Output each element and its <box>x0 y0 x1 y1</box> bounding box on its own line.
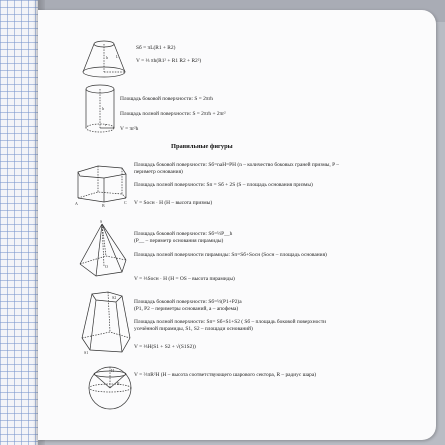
frustum-full-area: Площадь полной поверхности: Sп= Sб+S1+S2 ( Sб – площадь боковой поверхности усечённой пирамиды, S1, S2 – площади оснований) <box>134 319 327 332</box>
cone-frustum-area: Sб = πL(R1 + R2) <box>136 45 176 51</box>
prism-lateral-area: Площадь боковой поверхности: Sб=naH=PH (n – количество боковых граней призмы, P – периметр основания) <box>134 162 339 175</box>
svg-text:A: A <box>75 201 78 206</box>
section-title: Правильные фигуры <box>171 143 233 150</box>
cone-frustum-volume: V = ⅓ πh(R1² + R1 R2 + R2²) <box>136 58 202 64</box>
frustum-volume: V = ⅓H(S1 + S2 + √(S1S2)) <box>134 344 196 350</box>
svg-text:R: R <box>117 381 120 386</box>
svg-text:H: H <box>111 368 114 373</box>
svg-text:h: h <box>102 106 104 111</box>
svg-text:S1: S1 <box>84 350 89 355</box>
cone-frustum-figure <box>80 36 128 78</box>
truncated-pyramid-figure <box>78 290 132 356</box>
prism-volume: V = Sосн · H (H – высота призмы) <box>134 200 213 206</box>
frustum-lateral-area: Площадь боковой поверхности: Sб=½(P1+P2)a <box>134 299 242 305</box>
notebook-page <box>38 10 436 440</box>
svg-text:O: O <box>105 264 108 269</box>
pyramid-full-area: Площадь полной поверхности пирамиды: Sп=Sб+Sосн (Sосн – площадь основания) <box>134 252 327 258</box>
pyramid-volume: V = ⅓Sосн · H (H = OS – высота пирамиды) <box>134 276 235 282</box>
svg-text:B: B <box>102 203 105 208</box>
frustum-lateral-note: (P1, P2 – периметры оснований, a – апофема) <box>134 306 239 312</box>
pyramid-lateral-note: (P__ – периметр основания пирамиды) <box>134 238 224 244</box>
spherical-sector-figure <box>86 360 134 412</box>
prism-full-area: Площадь полной поверхности: Sп = Sб + 2S (S – площадь основания призмы) <box>134 182 313 188</box>
svg-text:S2: S2 <box>112 295 117 300</box>
sphere-volume: V = ⅔πR²H (H – высота соответствующего шарового сектора, R – радиус шара) <box>134 372 317 378</box>
cylinder-figure <box>83 84 117 134</box>
cylinder-volume: V = πr²h <box>120 126 139 132</box>
cylinder-full-area: Площадь полной поверхности: S = 2πrh + 2πr² <box>120 111 226 117</box>
svg-text:h: h <box>106 55 108 60</box>
prism-figure <box>74 160 130 208</box>
svg-text:L: L <box>116 54 119 59</box>
svg-text:S: S <box>100 219 103 224</box>
pyramid-lateral-area: Площадь боковой поверхности: Sб=½P__h <box>134 231 233 237</box>
cylinder-lateral-area: Площадь боковой поверхности: S = 2πrh <box>120 96 213 102</box>
pyramid-figure <box>76 220 130 284</box>
svg-text:r: r <box>105 122 107 127</box>
svg-text:C: C <box>124 200 127 205</box>
